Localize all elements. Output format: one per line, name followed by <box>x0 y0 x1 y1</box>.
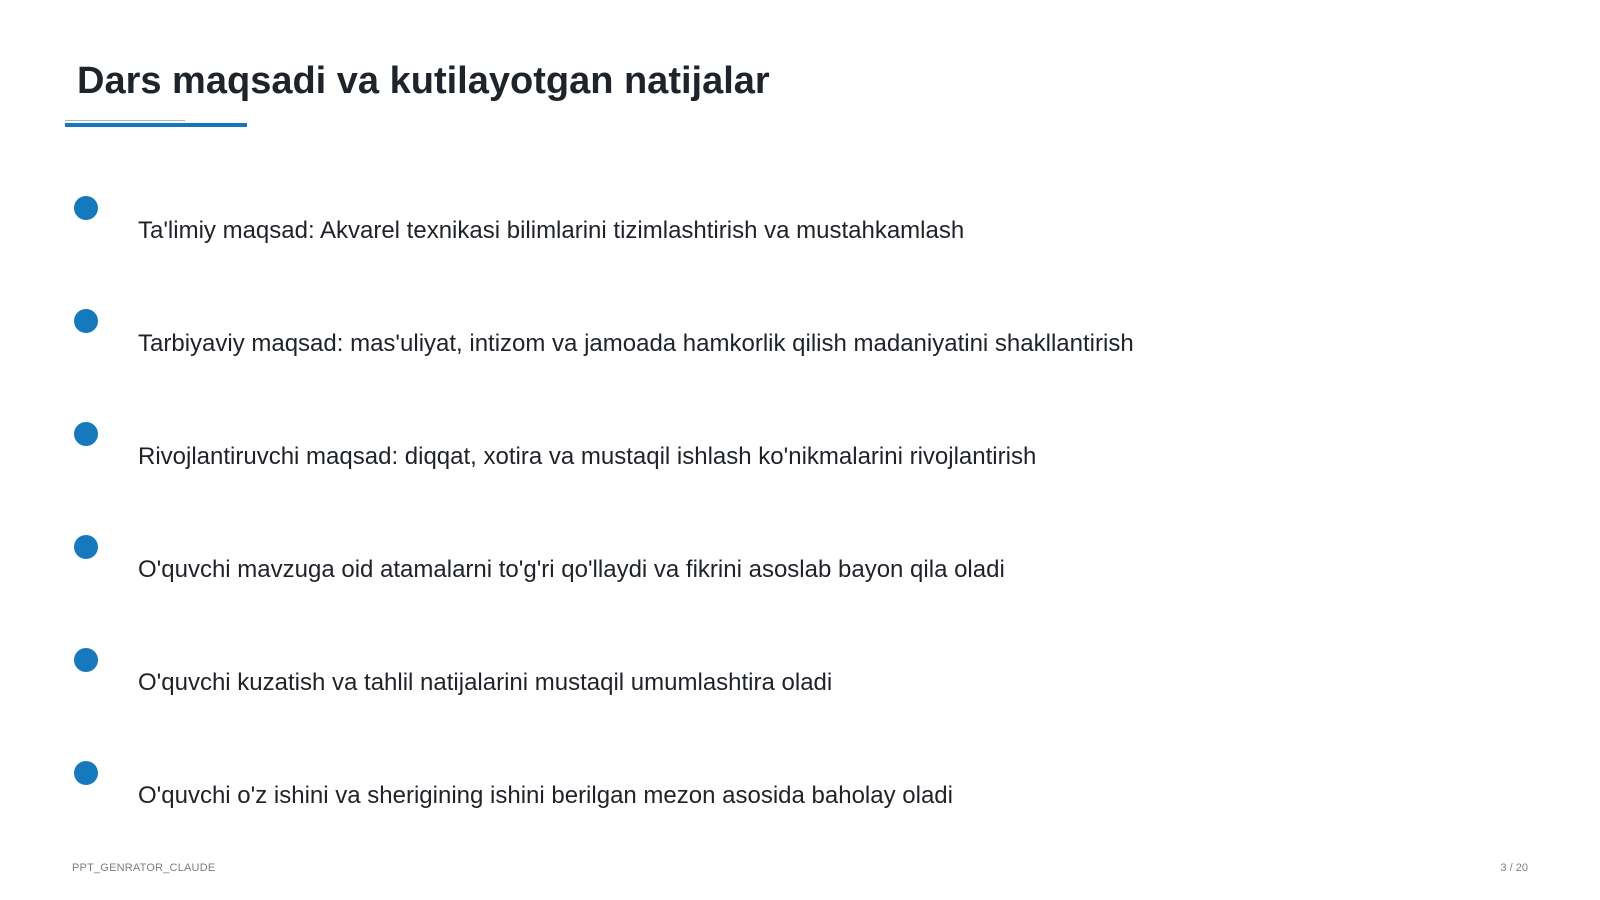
bullet-dot-icon <box>74 309 98 333</box>
bullet-item <box>0 761 1500 821</box>
bullet-item <box>0 196 1500 256</box>
title-underline <box>65 123 247 127</box>
bullet-dot-icon <box>74 535 98 559</box>
bullet-item <box>0 535 1500 595</box>
bullet-text: O'quvchi o'z ishini va sherigining ishini berilgan mezon asosida baholay oladi <box>138 782 953 809</box>
bullet-text: O'quvchi kuzatish va tahlil natijalarini mustaqil umumlashtira oladi <box>138 669 833 696</box>
bullet-dot-icon <box>74 761 98 785</box>
footer-label: PPT_GENRATOR_CLAUDE <box>72 862 216 874</box>
bullet-item <box>0 309 1500 369</box>
bullet-text: Ta'limiy maqsad: Akvarel texnikasi bilimlarini tizimlashtirish va mustahkamlash <box>138 217 965 244</box>
bullet-dot-icon <box>74 196 98 220</box>
slide-title: Dars maqsadi va kutilayotgan natijalar <box>77 60 770 102</box>
bullet-text: O'quvchi mavzuga oid atamalarni to'g'ri qo'llaydi va fikrini asoslab bayon qila oladi <box>138 556 1005 583</box>
bullet-item <box>0 422 1500 482</box>
bullet-dot-icon <box>74 422 98 446</box>
bullet-item <box>0 648 1500 708</box>
bullet-text: Tarbiyaviy maqsad: mas'uliyat, intizom va jamoada hamkorlik qilish madaniyatini shakllantirish <box>138 330 1134 357</box>
bullet-text: Rivojlantiruvchi maqsad: diqqat, xotira va mustaqil ishlash ko'nikmalarini rivojlantirish <box>138 443 1037 470</box>
page-indicator: 3 / 20 <box>1500 862 1528 874</box>
title-underline-thin <box>65 120 185 121</box>
bullet-dot-icon <box>74 648 98 672</box>
